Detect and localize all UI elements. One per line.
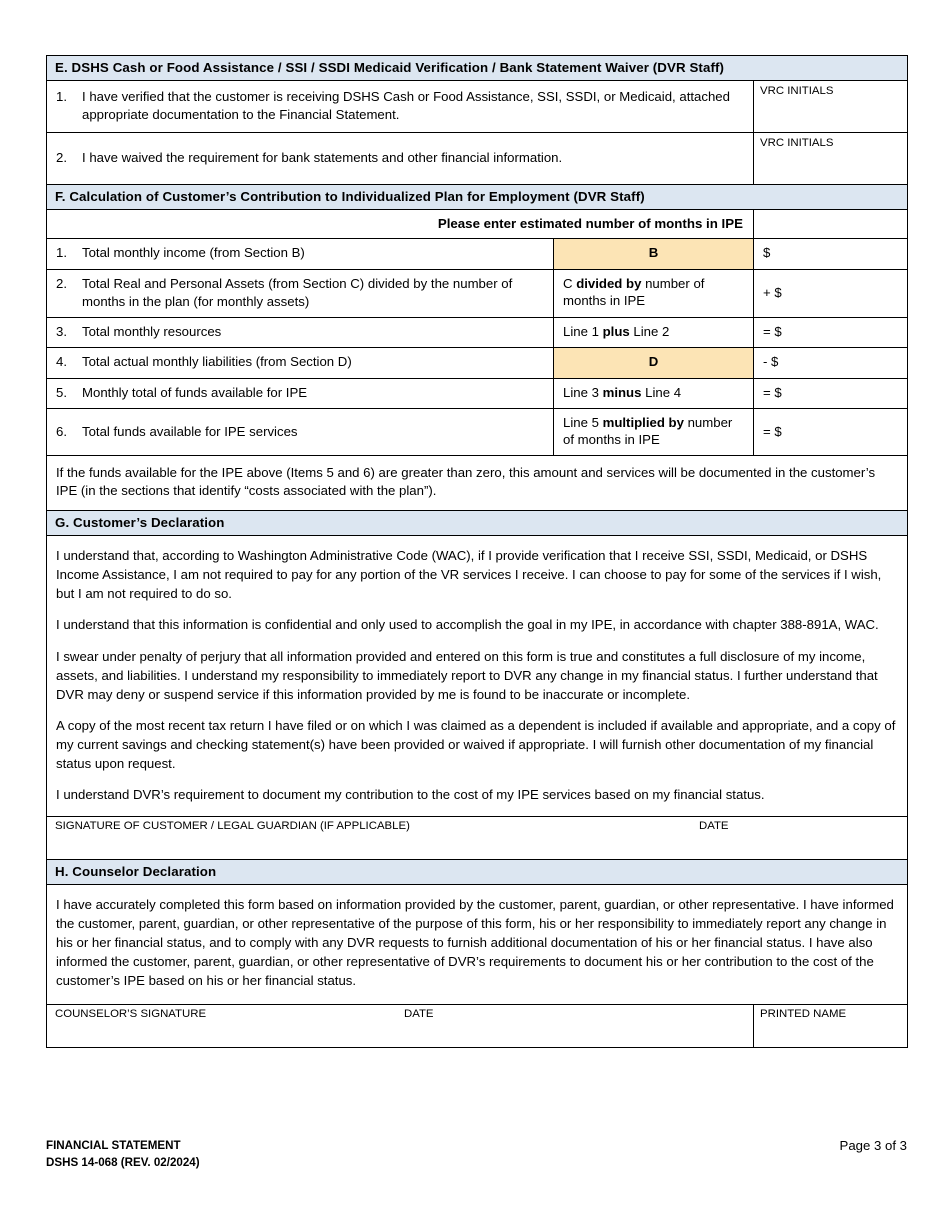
footer-form-info — [46, 1138, 200, 1172]
financial-statement-form — [46, 55, 908, 1048]
footer-form-number: DSHS 14-068 (REV. 02/2024) — [46, 1155, 200, 1169]
months-in-ipe-prompt: Please enter estimated number of months in IPE — [47, 210, 754, 239]
formula-pre: Line 1 — [563, 324, 603, 340]
g-paragraph-3: I swear under penalty of perjury that all information provided and entered on this form is true and constitutes a full disclosure of my income, assets, and liabilities. I understand my responsibility to immediately report to DVR any change in my financial status. I further understand that DVR may deny or suspend service if this information provided by me is found to be inaccurate or incomplete. — [56, 648, 878, 702]
counselor-date-label: DATE — [404, 1008, 434, 1021]
row-text: Total monthly resources — [82, 324, 222, 340]
section-e-item-1-row — [47, 81, 908, 133]
vrc-initials-field-2[interactable] — [754, 133, 908, 185]
section-f-note-row — [47, 455, 908, 510]
f-row-2-description — [47, 269, 554, 317]
section-e-item-2-row — [47, 133, 908, 185]
row-number: 5. — [56, 384, 67, 400]
vrc-initials-field-1[interactable] — [754, 81, 908, 133]
item-number: 1. — [56, 89, 67, 104]
f-row-4-amount[interactable] — [754, 348, 908, 378]
formula-post: number of months in IPE — [563, 275, 705, 309]
counselor-signature-row — [47, 1005, 908, 1048]
f-row-4-description — [47, 348, 554, 378]
formula-operator: plus — [602, 324, 630, 340]
item-number: 2. — [56, 150, 67, 166]
row-text: Total monthly income (from Section B) — [82, 245, 305, 261]
f-row-5-amount[interactable] — [754, 378, 908, 408]
section-f-row-3 — [47, 318, 908, 348]
section-g-body-row — [47, 536, 908, 817]
formula-operator: divided by — [576, 275, 642, 291]
formula-pre: C — [563, 275, 577, 291]
row-number: 4. — [56, 354, 67, 370]
page-footer — [46, 1138, 907, 1172]
section-e-item-2 — [47, 133, 754, 185]
section-g-header: G. Customer’s Declaration — [47, 511, 908, 536]
section-e-header: E. DSHS Cash or Food Assistance / SSI / SSDI Medicaid Verification / Bank Statement Waiver (DVR Staff) — [47, 56, 908, 81]
vrc-initials-label-2: VRC INITIALS — [760, 137, 834, 150]
amount-prefix: = $ — [763, 324, 782, 340]
section-f-row-4 — [47, 348, 908, 378]
section-f-header-row — [47, 185, 908, 210]
g-paragraph-1: I understand that, according to Washington Administrative Code (WAC), if I provide verification that I receive SSI, SSDI, Medicaid, or DSHS Income Assistance, I am not required to pay for any portion of the VR services I receive. I can choose to pay for some of the services if I wish, but I am not required to do so. — [56, 548, 882, 602]
customer-signature-label: SIGNATURE OF CUSTOMER / LEGAL GUARDIAN (IF APPLICABLE) — [55, 819, 410, 832]
footer-page-number: Page 3 of 3 — [839, 1138, 907, 1153]
item-text: I have verified that the customer is receiving DSHS Cash or Food Assistance, SSI, SSDI, or Medicaid, attached appropriate documentation to the Financial Statement. — [82, 89, 730, 123]
vrc-initials-label-1: VRC INITIALS — [760, 85, 834, 97]
row-number: 3. — [56, 324, 67, 340]
formula-post: Line 4 — [641, 384, 682, 400]
f-row-5-formula — [554, 378, 754, 408]
customer-signature-row — [47, 816, 908, 859]
row-text: Total funds available for IPE services — [82, 423, 298, 439]
section-f-row-6 — [47, 408, 908, 455]
formula-operator: minus — [602, 384, 642, 400]
g-paragraph-2: I understand that this information is confidential and only used to accomplish the goal in my IPE, in accordance with chapter 388-891A, WAC. — [56, 617, 879, 633]
f-row-1-amount[interactable] — [754, 239, 908, 269]
section-g-header-row — [47, 511, 908, 536]
printed-name-label: PRINTED NAME — [760, 1008, 847, 1021]
amount-prefix: - $ — [763, 354, 779, 370]
row-text: Total actual monthly liabilities (from Section D) — [82, 354, 352, 370]
g-paragraph-4: A copy of the most recent tax return I have filed or on which I was claimed as a dependent is included if available and appropriate, and a copy of my current savings and checking statement(s) have been provided or waived if appropriate. I will furnish other documentation of my financial status upon request. — [56, 718, 896, 772]
f-row-1-description — [47, 239, 554, 269]
f-row-2-amount[interactable] — [754, 269, 908, 317]
formula-post: number of months in IPE — [563, 414, 733, 448]
amount-prefix: = $ — [763, 423, 782, 439]
counselor-signature-label: COUNSELOR’S SIGNATURE — [55, 1008, 207, 1021]
section-f-note: If the funds available for the IPE above (Items 5 and 6) are greater than zero, this amount and services will be documented in the customer’s IPE (in the sections that identify “costs associated with the plan”). — [47, 455, 908, 510]
section-f-row-5 — [47, 378, 908, 408]
f-row-3-formula — [554, 318, 754, 348]
f-row-3-amount[interactable] — [754, 318, 908, 348]
section-h-header-row — [47, 859, 908, 884]
section-e-item-1 — [47, 81, 754, 133]
item-text: I have waived the requirement for bank statements and other financial information. — [82, 150, 563, 166]
months-in-ipe-input[interactable] — [754, 210, 908, 239]
amount-prefix: + $ — [763, 284, 782, 300]
footer-form-title: FINANCIAL STATEMENT — [46, 1139, 181, 1152]
customer-signature-area[interactable] — [47, 816, 908, 859]
formula-pre: Line 3 — [563, 384, 603, 400]
section-e-header-row — [47, 56, 908, 81]
amount-prefix: $ — [763, 245, 771, 261]
row-text: Total Real and Personal Assets (from Section C) divided by the number of months in the plan (for monthly assets) — [82, 275, 513, 309]
formula-pre: Line 5 — [563, 414, 603, 430]
section-g-declaration — [47, 536, 908, 817]
f-row-2-formula — [554, 269, 754, 317]
formula-post: Line 2 — [629, 324, 670, 340]
f-row-6-amount[interactable] — [754, 408, 908, 455]
row-number: 6. — [56, 423, 67, 439]
f-row-1-formula: B — [554, 239, 754, 269]
h-paragraph: I have accurately completed this form based on information provided by the customer, parent, guardian, or other representative. I have informed the customer, parent, guardian, or other representative of the purpose of this form, his or her responsibility to immediately report any change in his or her financial status, and to comply with any DVR requests to furnish additional documentation of his or her financial status. I have also informed the customer, parent, guardian, or other representative of DVR’s requirements to document his or her contribution to the cost of the customer’s IPE based on his or her financial status. — [56, 896, 894, 989]
counselor-signature-area[interactable] — [47, 1005, 754, 1048]
form-page — [46, 55, 907, 1048]
formula-operator: multiplied by — [602, 414, 684, 430]
f-row-3-description — [47, 318, 554, 348]
amount-prefix: = $ — [763, 384, 782, 400]
months-prompt-row — [47, 210, 908, 239]
f-row-5-description — [47, 378, 554, 408]
section-f-row-2 — [47, 269, 908, 317]
section-h-body-row — [47, 884, 908, 1005]
f-row-6-formula — [554, 408, 754, 455]
section-f-header: F. Calculation of Customer’s Contribution to Individualized Plan for Employment (DVR Staff) — [47, 185, 908, 210]
section-f-row-1 — [47, 239, 908, 269]
section-h-header: H. Counselor Declaration — [47, 859, 908, 884]
row-number: 2. — [56, 275, 67, 291]
row-number: 1. — [56, 245, 67, 261]
f-row-6-description — [47, 408, 554, 455]
f-row-4-formula: D — [554, 348, 754, 378]
section-h-declaration — [47, 884, 908, 1005]
counselor-printed-name-area[interactable] — [754, 1005, 908, 1048]
row-text: Monthly total of funds available for IPE — [82, 384, 308, 400]
customer-signature-date-label: DATE — [699, 819, 729, 832]
g-paragraph-5: I understand DVR’s requirement to document my contribution to the cost of my IPE services based on my financial status. — [56, 787, 765, 803]
